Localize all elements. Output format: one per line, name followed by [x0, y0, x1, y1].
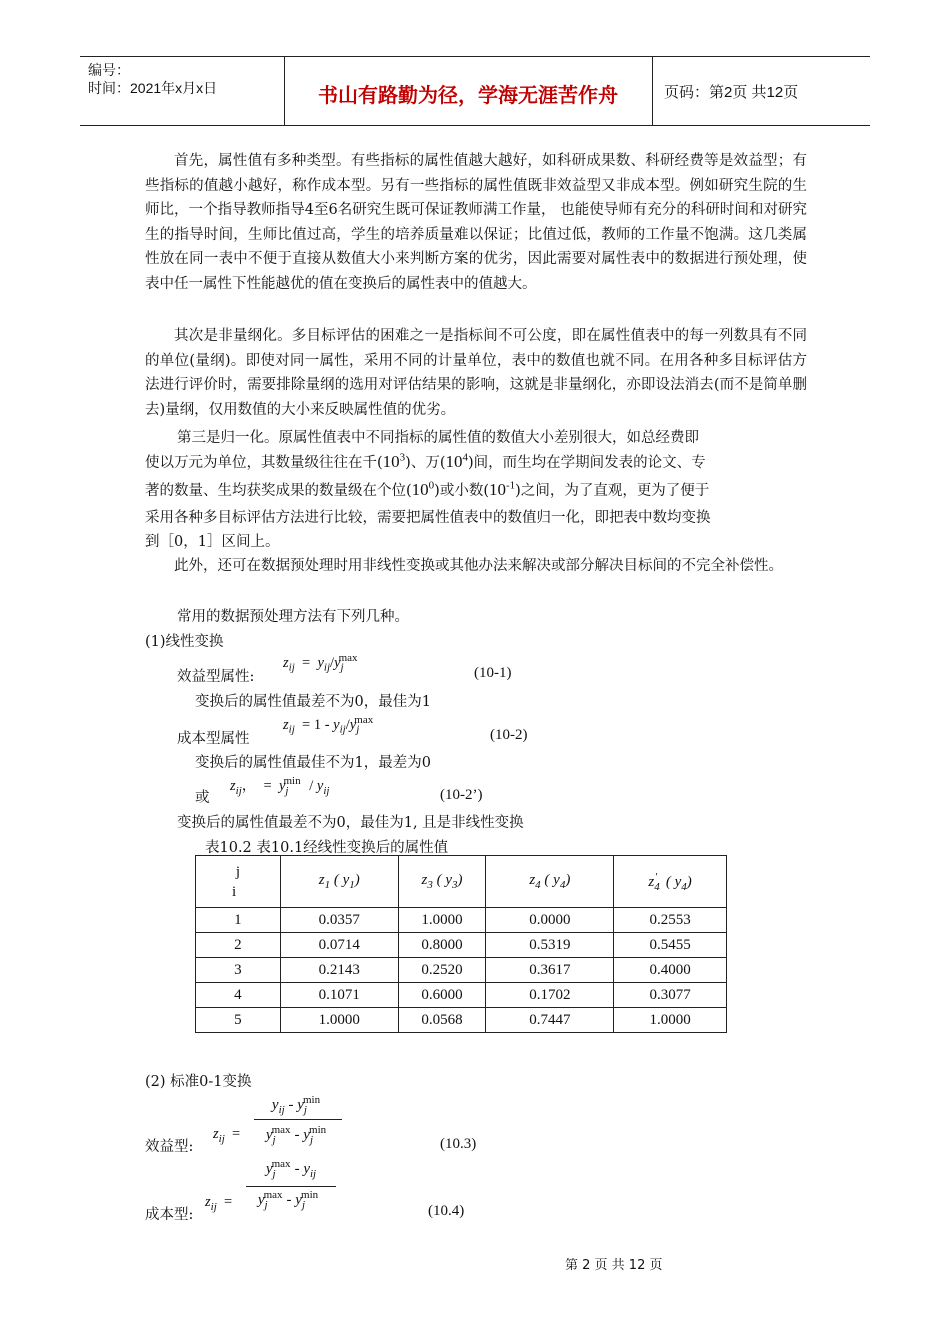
- table-row: 3 0.2143 0.2520 0.3617 0.4000: [196, 958, 727, 983]
- formula-10-3-denominator: $y_j^{max} - y_j^{min}$: [265, 1124, 327, 1146]
- formula-10-2: $z_{ij} = 1 - y_{ij}/y_j^{max}$: [283, 714, 374, 736]
- paragraph-nonlinear: 此外，还可在数据预处理时用非线性变换或其他办法来解决或部分解决目标间的不完全补偿性。: [174, 558, 783, 574]
- paragraph-normalization-line: 著的数量、生均获奖成果的数量级在个位$(10^0)$或小数$(10^{-1})$之间，为了直观，更为了便于: [145, 479, 710, 499]
- note-after-10-2-prime: 变换后的属性值最差不为0，最佳为1, 且是非线性变换: [177, 815, 524, 831]
- table-corner-cell: j i: [196, 856, 281, 908]
- column-header-z1: $z_1$ ( $y_1$): [280, 856, 398, 908]
- formula-10-2-prime: $z_{ij}$， = $y_j^{min} / y_{ij}$: [230, 775, 330, 797]
- table-row: 5 1.0000 0.0568 0.7447 1.0000: [196, 1008, 727, 1033]
- table-caption: 表10.2 表10.1经线性变换后的属性值: [205, 840, 449, 856]
- formula-10-1: $z_{ij} = y_{ij}/y_j^{max}$: [283, 652, 358, 674]
- header-motto: 书山有路勤为径，学海无涯苦作舟: [318, 83, 618, 107]
- note-after-10-2: 变换后的属性值最佳不为1，最差为0: [195, 755, 431, 771]
- table-row: 4 0.1071 0.6000 0.1702 0.3077: [196, 983, 727, 1008]
- equation-number: (10-2): [490, 727, 528, 743]
- paragraph-normalization-line: 第三是归一化。原属性值表中不同指标的属性值的数值大小差别很大，如总经费即: [177, 430, 699, 446]
- header-page-count: 页码：第2页 共12页: [664, 84, 799, 101]
- transformed-attribute-table: [195, 855, 727, 1033]
- table-header-row: [196, 856, 727, 908]
- paragraph-normalization-line: 使以万元为单位，其数量级往往在千$(10^3)$、万$(10^4)$间，而生均在学期间发表的论文、专: [145, 451, 706, 471]
- formula-lhs-z: $z_{ij}$ =: [213, 1126, 241, 1145]
- table-row: 2 0.0714 0.8000 0.5319 0.5455: [196, 933, 727, 958]
- benefit-label-standard: 效益型:: [145, 1139, 194, 1155]
- benefit-label: 效益型属性:: [177, 669, 255, 685]
- paragraph-nondimensional: 其次是非量纲化。多目标评估的困难之一是指标间不可公度，即在属性值表中的每一列数具有不同的单位(量纲)。即使对同一属性，采用不同的计量单位，表中的数值也就不同。在用各种多目标评估方法进行评价时，需要排除量纲的选用对评估结果的影响，这就是非量纲化，亦即设法消去(而不是简单删去)量纲，仅用数值的大小来反映属性值的优劣。: [145, 328, 807, 418]
- fraction-bar: [254, 1119, 342, 1120]
- table-row: 1 0.0357 1.0000 0.0000 0.2553: [196, 908, 727, 933]
- page-header: [80, 56, 870, 126]
- cost-label-standard: 成本型:: [145, 1207, 194, 1223]
- header-time: 时间：2021年x月x日: [88, 80, 218, 96]
- page-footer: 第 2 页 共 12 页: [565, 1258, 663, 1273]
- equation-number: (10.4): [428, 1203, 465, 1219]
- header-meta: [88, 61, 217, 97]
- header-number: 编号：: [88, 62, 130, 78]
- or-label: 或: [195, 790, 210, 806]
- section-heading-standard: (2) 标准0-1变换: [145, 1074, 252, 1090]
- paragraph-attribute-types: 首先，属性值有多种类型。有些指标的属性值越大越好，如科研成果数、科研经费等是效益型；有些指标的值越小越好，称作成本型。另有一些指标的属性值既非效益型又非成本型。例如研究生院的生师比，一个指导教师指导4至6名研究生既可保证教师满工作量， 也能使导师有充分的科研时间和对研究生的指导时间，生师比值过高，学生的培养质量难以保证；比值过低，教师的工作量不饱满。这几类属性放在同一表中不便于直接从数值大小来判断方案的优劣，因此需要对属性表中的数据进行预处理，使表中任一属性下性能越优的值在变换后的属性表中的值越大。: [145, 153, 807, 292]
- section-heading-linear: (1)线性变换: [145, 634, 224, 650]
- formula-10-4-denominator: $y_j^{max} - y_j^{min}$: [257, 1189, 319, 1211]
- formula-10-3-numerator: $y_{ij} - y_j^{min}$: [271, 1094, 321, 1116]
- equation-number: (10-1): [474, 665, 512, 681]
- fraction-bar: [246, 1186, 336, 1187]
- paragraph-normalization-line: 采用各种多目标评估方法进行比较，需要把属性值表中的数值归一化，即把表中数均变换: [145, 510, 711, 526]
- cost-label: 成本型属性: [177, 731, 250, 747]
- column-header-z3: $z_3$ ( $y_3$): [398, 856, 486, 908]
- equation-number: (10.3): [440, 1136, 477, 1152]
- paragraph-methods-intro: 常用的数据预处理方法有下列几种。: [177, 609, 409, 625]
- equation-number: (10-2’): [440, 787, 483, 803]
- note-after-10-1: 变换后的属性值最差不为0，最佳为1: [195, 694, 431, 710]
- column-header-z4-prime: $z_4'$ ( $y_4$): [614, 856, 727, 908]
- header-divider: [652, 57, 653, 125]
- column-header-z4: $z_4$ ( $y_4$): [486, 856, 614, 908]
- formula-10-4-numerator: $y_j^{max} - y_{ij}$: [265, 1158, 317, 1180]
- paragraph-normalization-line: 到［0，1］区间上。: [145, 534, 280, 550]
- formula-lhs-z: $z_{ij}$ =: [205, 1194, 233, 1213]
